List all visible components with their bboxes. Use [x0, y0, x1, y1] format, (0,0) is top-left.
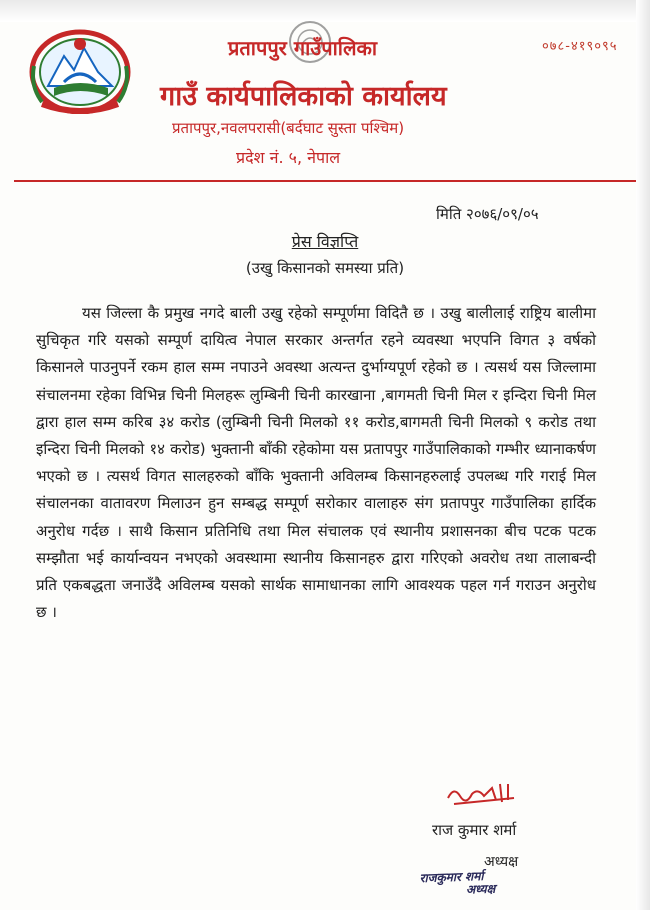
letter-title — [0, 230, 650, 252]
address-line: प्रतापपुर,नवलपरासी(बर्दघाट सुस्ता पश्चिम) — [172, 119, 405, 137]
name-stamp — [419, 868, 550, 912]
nepal-emblem-icon — [28, 26, 132, 114]
handwritten-signature — [444, 778, 524, 808]
letter-subtitle: (उखु किसानको समस्या प्रति) — [245, 259, 405, 277]
office-name: गाउँ कार्यपालिकाको कार्यालय — [160, 81, 447, 112]
header-divider — [14, 180, 636, 182]
letter-body: यस जिल्ला कै प्रमुख नगदे बाली उखु रहेको सम्पूर्णमा विदितै छ । उखु बालीलाई राष्ट्रिय बालीमा सुचिकृत गरि यसको सम्पूर्ण दायित्व नेपाल सरकार अन्तर्गत रहने व्यवस्था भएपनि विगत ३ वर्षको किसानले पाउनुपर्ने रकम हाल सम्म नपाउने अवस्था अत्यन्त दुर्भाग्यपूर्ण रहेको छ । त्यसर्थ यस जिल्लामा संचालनमा रहेका विभिन्न चिनी मिलहरू लुम्बिनी चिनी कारखाना ,बागमती चिनी मिल र इन्दिरा चिनी मिल द्वारा हाल सम्म करिब ३४ करोड (लुम्बिनी चिनी मिलको ११ करोड,बागमती चिनी मिलको ९ करोड तथा इन्दिरा चिनी मिलको १४ करोड) भुक्तानी बाँकी रहेकोमा यस प्रतापपुर गाउँपालिकाको गम्भीर ध्यानाकर्षण भएको छ । त्यसर्थ विगत सालहरुको बाँकि भुक्तानी अविलम्ब किसानहरुलाई उपलब्ध गरि गराई मिल संचालनका वातावरण मिलाउन हुन सम्बद्ध सम्पूर्ण सरोकार वालाहरु संग प्रतापपुर गाउँपालिका हार्दिक अनुरोध गर्दछ । साथै किसान प्रतिनिधि तथा मिल संचालक एवं स्थानीय प्रशासनका बीच पटक पटक सम्झौता भई कार्यान्वयन नभएको अवस्थामा स्थानीय किसानहरु द्वारा गरिएको अवरोध तथा तालाबन्दी प्रति एकबद्धता जनाउँदै अविलम्ब यसको सार्थक सामाधानका लागि आवश्यक पहल गर्न गराउन अनुरोध छ । — [36, 304, 596, 622]
stamp-role: अध्यक्ष — [465, 881, 496, 897]
province-line: प्रदेश नं. ५, नेपाल — [236, 148, 341, 167]
letter-title-text: प्रेस विज्ञप्ति — [291, 232, 359, 251]
reference-number: ०७८-४१९०९५ — [542, 39, 618, 54]
municipality-name: प्रतापपुर गाउँपालिका — [228, 36, 378, 60]
stamp-name: राजकुमार शर्मा — [419, 869, 484, 886]
letter-date: मिति २०७६/०९/०५ — [436, 205, 539, 223]
signatory-name: राज कुमार शर्मा — [432, 821, 517, 839]
signatory-role: अध्यक्ष — [484, 854, 519, 870]
